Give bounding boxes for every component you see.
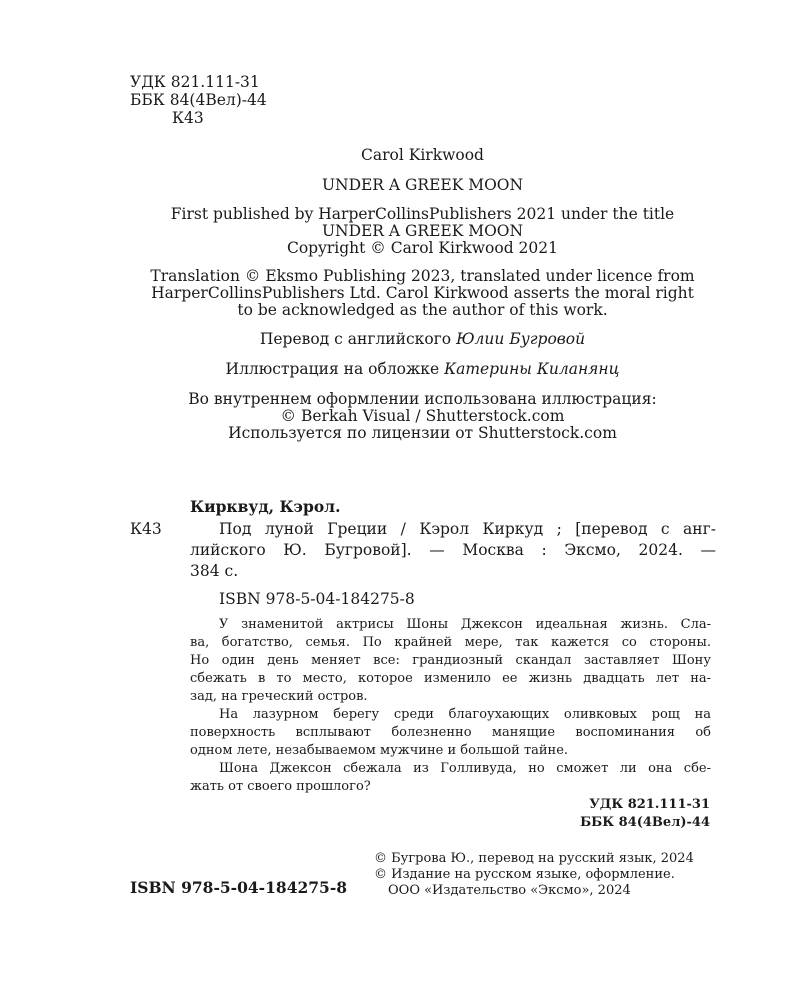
illustrator-credit bbox=[0, 360, 800, 379]
inner-illustration-line-3: Используется по лицензии от Shutterstock.com bbox=[228, 424, 617, 442]
catalog-isbn: ISBN 978-5-04-184275-8 bbox=[219, 590, 415, 608]
annotation-line-2: ва, богатство, семья. По крайней мере, так кажется со стороны. bbox=[190, 635, 711, 650]
original-title: UNDER A GREEK MOON bbox=[321, 176, 524, 194]
first-published-line-2: UNDER A GREEK MOON bbox=[321, 222, 524, 240]
annotation-line-10: жать от своего прошлого? bbox=[190, 779, 371, 794]
copyright-edition: © Издание на русском языке, оформление. bbox=[374, 867, 675, 882]
catalog-heading: Кирквуд, Кэрол. bbox=[190, 497, 341, 516]
author-mark: К43 bbox=[172, 109, 204, 127]
udk-code: УДК 821.111-31 bbox=[130, 73, 260, 91]
annotation-line-3: Но один день меняет все: грандиозный скандал заставляет Шону bbox=[190, 653, 711, 668]
translation-notice-line-1: Translation © Eksmo Publishing 2023, translated under licence from bbox=[150, 267, 695, 285]
translation-notice-line-3: to be acknowledged as the author of this work. bbox=[237, 301, 608, 319]
copyright-translation: © Бугрова Ю., перевод на русский язык, 2024 bbox=[374, 851, 694, 866]
translator-credit bbox=[0, 330, 800, 349]
illustrator-name: Катерины Киланянц bbox=[444, 360, 620, 378]
catalog-udk: УДК 821.111-31 bbox=[589, 797, 710, 812]
catalog-bbk: ББК 84(4Вел)-44 bbox=[580, 815, 710, 830]
annotation-line-5: зад, на греческий остров. bbox=[190, 689, 368, 704]
annotation-line-6: На лазурном берегу среди благоухающих оливковых рощ на bbox=[219, 707, 711, 722]
footer-isbn: ISBN 978-5-04-184275-8 bbox=[130, 878, 348, 897]
annotation-line-1: У знаменитой актрисы Шоны Джексон идеальная жизнь. Сла- bbox=[219, 617, 711, 632]
first-published-line-1: First published by HarperCollinsPublishers 2021 under the title bbox=[170, 205, 675, 223]
catalog-mark: К43 bbox=[130, 520, 162, 538]
annotation-line-7: поверхность всплывают болезненно манящие воспоминания об bbox=[190, 725, 711, 740]
catalog-entry-line-3: 384 с. bbox=[190, 562, 239, 580]
illustrator-label: Иллюстрация на обложке bbox=[225, 360, 440, 378]
copyright-publisher: ООО «Издательство «Эксмо», 2024 bbox=[388, 883, 631, 898]
translation-notice-line-2: HarperCollinsPublishers Ltd. Carol Kirkwood asserts the moral right bbox=[151, 284, 694, 302]
catalog-entry-line-2: лийского Ю. Бугровой]. — Москва : Эксмо, 2024. — bbox=[190, 541, 716, 559]
bbk-code: ББК 84(4Вел)-44 bbox=[130, 91, 267, 109]
annotation-line-4: сбежать в то место, которое изменило ее жизнь двадцать лет на- bbox=[190, 671, 711, 686]
translator-label: Перевод с английского bbox=[259, 330, 452, 348]
annotation-line-9: Шона Джексон сбежала из Голливуда, но сможет ли она сбе- bbox=[219, 761, 711, 776]
inner-illustration-line-1: Во внутреннем оформлении использована иллюстрация: bbox=[188, 390, 657, 408]
annotation-line-8: одном лете, незабываемом мужчине и большой тайне. bbox=[190, 743, 569, 758]
inner-illustration-line-2: © Berkah Visual / Shutterstock.com bbox=[280, 407, 565, 425]
copyright-line: Copyright © Carol Kirkwood 2021 bbox=[286, 239, 558, 257]
catalog-entry-line-1: Под луной Греции / Кэрол Киркуд ; [перевод с анг- bbox=[219, 520, 716, 538]
translator-name: Юлии Бугровой bbox=[456, 330, 586, 348]
original-author: Carol Kirkwood bbox=[361, 146, 484, 164]
